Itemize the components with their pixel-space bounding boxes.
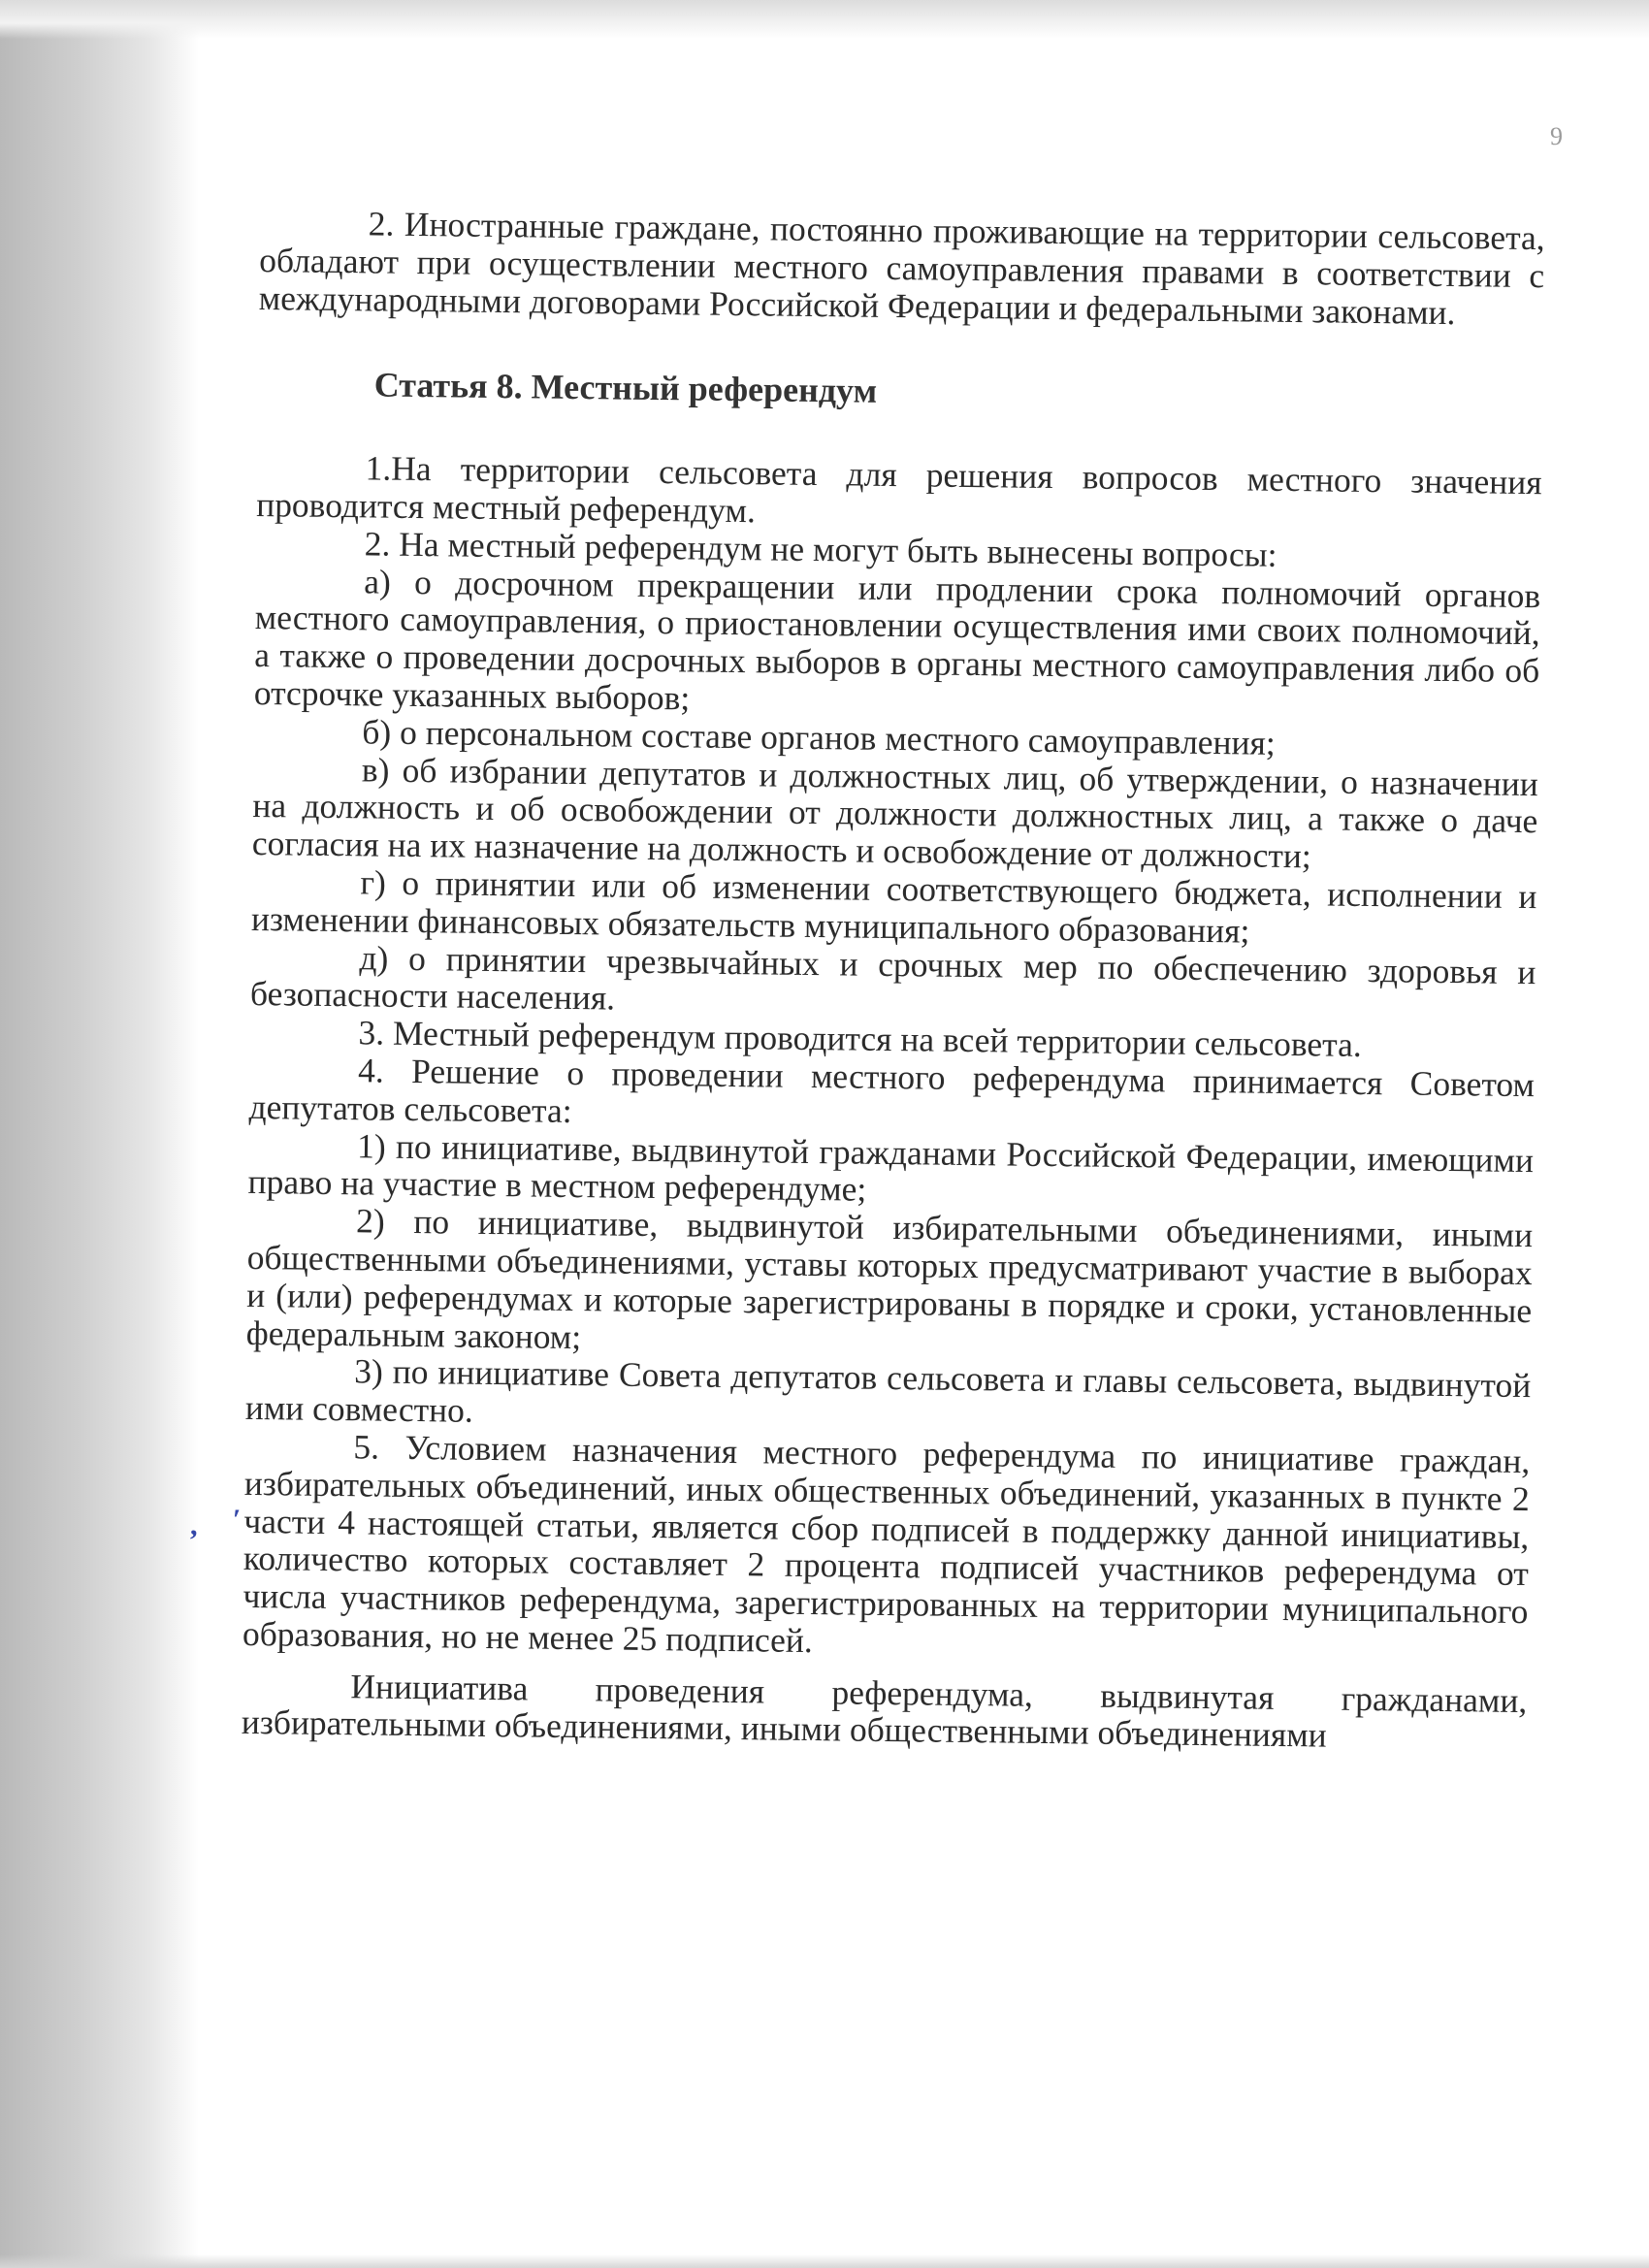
article-paragraph: 2. На местный референдум не могут быть вынесены вопросы: — [364, 524, 1277, 574]
article-paragraph: 1) по инициативе, выдвинутой гражданами Российской Федерации, имеющими право на участие в местном референдуме; — [247, 1125, 1535, 1210]
article-paragraph: 3. Местный референдум проводится на всей территории сельсовета. — [358, 1013, 1363, 1065]
ink-mark: ʹ — [233, 1504, 242, 1536]
page-number: 9 — [1550, 122, 1563, 150]
paragraph-foreign-citizens: 2. Иностранные граждане, постоянно проживающие на территории сельсовета, обладают при осуществлении местного самоуправления правами в соответствии с международными договорами Российской Федерации и федеральными законами. — [258, 204, 1545, 332]
article-heading: Статья 8. Местный референдум — [373, 365, 878, 411]
article-paragraph: 2) по инициативе, выдвинутой избирательными объединениями, иными общественными объединениями, уставы которых предусматривают участие в выборах и (или) референдумах и которые зарегистрированы в порядке и сроки, установленные федеральным законом; — [245, 1201, 1534, 1356]
article-paragraph: а) о досрочном прекращении или продлении срока полномочий органов местного самоуправления, о приостановлении осуществления ими своих полномочий, а также о проведении досрочных выборов в органы местного самоуправления либо об отсрочке указанных выборов; — [253, 561, 1541, 718]
article-paragraph: 3) по инициативе Совета депутатов сельсовета и главы сельсовета, выдвинутой ими совместно. — [244, 1351, 1532, 1430]
article-paragraph: д) о принятии чрезвычайных и срочных мер по обеспечению здоровья и безопасности населения. — [249, 937, 1536, 1018]
scan-top-shadow — [0, 0, 1649, 39]
article-paragraph: 4. Решение о проведении местного референдума принимается Советом депутатов сельсовета: — [248, 1051, 1536, 1130]
article-paragraph: г) о принятии или об изменении соответствующего бюджета, исполнении и изменении финансовых обязательств муниципального образования; — [250, 862, 1537, 951]
document-body — [242, 204, 1545, 1757]
article-paragraph: 1.На территории сельсовета для решения вопросов местного значения проводится местный референдум. — [255, 448, 1542, 531]
article-paragraph: в) об избрании депутатов и должностных лиц, об утверждении, о назначении на должность и об освобождении от должности должностных лиц, а также о даче согласия на их назначение на должность и освобождение от должности; — [251, 749, 1539, 876]
paragraph-initiative: Инициатива проведения референдума, выдвинутая гражданами, избирательными объединениями, иными общественными объединениями — [241, 1666, 1528, 1756]
scan-left-shadow — [0, 0, 199, 2268]
article-paragraph: б) о персональном составе органов местного самоуправления; — [362, 712, 1277, 762]
article-paragraph: 5. Условием назначения местного референдума по инициативе граждан, избирательных объединений, иных общественных объединений, указанных в пункте 2 части 4 настоящей статьи, является сбор подписей в поддержку данной инициативы, количество которых составляет 2 процента подписей участников референдума от числа участников референдума, зарегистрированных на территории муниципального образования, но не менее 25 подписей. — [242, 1427, 1531, 1660]
scan-bottom-edge — [0, 2254, 1649, 2268]
ink-mark: , — [190, 1509, 198, 1541]
